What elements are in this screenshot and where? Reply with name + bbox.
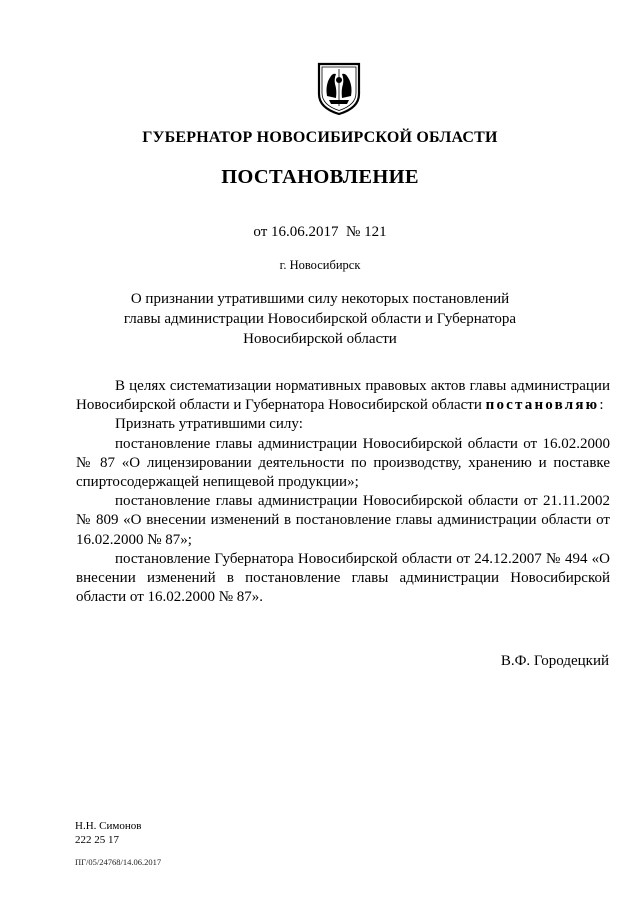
document-number: 121 (364, 224, 387, 240)
issuing-authority: ГУБЕРНАТОР НОВОСИБИРСКОЙ ОБЛАСТИ (142, 129, 498, 146)
list-item: постановление главы администрации Новосибирской области от 16.02.2000 № 87 «О лицензировании деятельности по производству, хранению и поставке спиртосодержащей непищевой продукции»; (76, 435, 610, 491)
document-subject (0, 289, 640, 349)
executor-block (75, 819, 141, 847)
coat-of-arms-icon (315, 60, 363, 116)
list-item: постановление Губернатора Новосибирской области от 24.12.2007 № 494 «О внесении изменений в постановление главы администрации Новосибирской области от 16.02.2000 № 87». (76, 550, 610, 606)
list-item: постановление главы администрации Новосибирской области от 21.11.2002 № 809 «О внесении изменений в постановление главы администрации области от 16.02.2000 № 87»; (76, 493, 610, 548)
document-date: 16.06.2017 (271, 224, 339, 240)
document-date-number (0, 224, 640, 241)
city: г. Новосибирск (279, 258, 361, 272)
signature-name: В.Ф. Городецкий (500, 653, 609, 669)
document-body (76, 377, 610, 607)
number-label: № (346, 224, 361, 240)
lead-paragraph: Признать утратившими силу: (115, 416, 303, 433)
subject-line: главы администрации Новосибирской области и Губернатора (123, 311, 517, 327)
decree-word: постановляю (485, 397, 600, 414)
date-prefix: от (253, 224, 268, 240)
preamble-paragraph (76, 377, 610, 415)
document-type: ПОСТАНОВЛЕНИЕ (221, 166, 419, 188)
decree-colon: : (599, 397, 604, 414)
registration-code: ПГ/05/24768/14.06.2017 (75, 857, 162, 867)
subject-line: О признании утратившими силу некоторых постановлений (130, 291, 510, 307)
executor-name: Н.Н. Симонов (75, 820, 142, 832)
subject-line: Новосибирской области (243, 331, 397, 347)
preamble-text: В целях систематизации нормативных правовых актов главы администрации Новосибирской области и Губернатора Новосибирской области (76, 378, 610, 414)
executor-phone: 222 25 17 (75, 834, 119, 846)
